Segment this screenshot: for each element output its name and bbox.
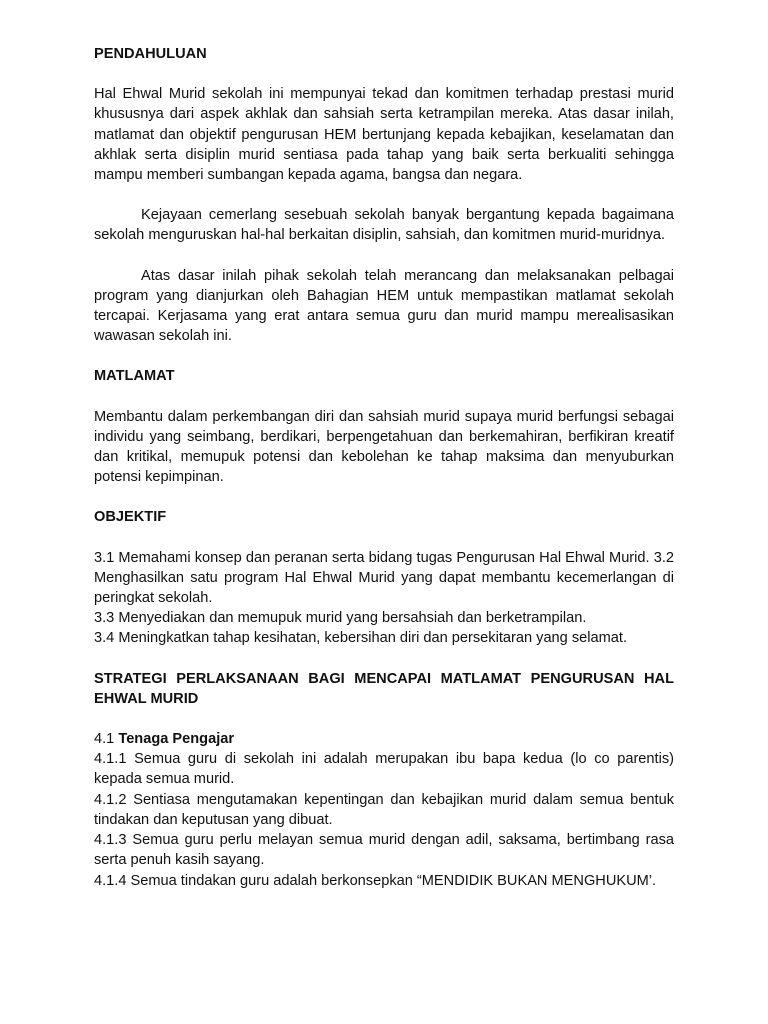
spacer — [94, 487, 674, 507]
spacer — [94, 649, 674, 669]
spacer — [94, 387, 674, 407]
strategi-item-4-1-1: 4.1.1 Semua guru di sekolah ini adalah merupakan ibu bapa kedua (lo co parentis) kepada semua murid. — [94, 751, 674, 788]
subsection-4-1-title — [94, 729, 674, 749]
spacer — [94, 528, 674, 548]
pendahuluan-paragraph-3: Atas dasar inilah pihak sekolah telah merancang dan melaksanakan pelbagai program yang dianjurkan oleh Bahagian HEM untuk mempastikan matlamat sekolah tercapai. Kerjasama yang erat antara semua guru dan murid mampu merealisasikan wawasan sekolah ini. — [94, 267, 674, 345]
subsection-label: Tenaga Pengajar — [118, 731, 235, 748]
objektif-item-3-1: 3.1 Memahami konsep dan peranan serta bidang tugas Pengurusan Hal Ehwal Murid. 3.2 Menghasilkan satu program Hal Ehwal Murid yang dapat membantu kecemerlangan di peringkat sekolah. — [94, 549, 674, 607]
spacer — [94, 246, 674, 266]
heading-strategi: STRATEGI PERLAKSANAAN BAGI MENCAPAI MATLAMAT PENGURUSAN HAL EHWAL MURID — [94, 670, 674, 707]
heading-pendahuluan: PENDAHULUAN — [94, 46, 207, 62]
document-page — [94, 44, 674, 891]
strategi-item-4-1-3: 4.1.3 Semua guru perlu melayan semua murid dengan adil, saksama, bertimbang rasa serta penuh kasih sayang. — [94, 832, 674, 869]
pendahuluan-paragraph-1: Hal Ehwal Murid sekolah ini mempunyai tekad dan komitmen terhadap prestasi murid khususnya dari aspek akhlak dan sahsiah serta ketrampilan mereka. Atas dasar inilah, matlamat dan objektif pengurusan HEM bertunjang kepada kebajikan, keselamatan dan akhlak serta disiplin murid sentiasa pada tahap yang baik serta berkualiti sehingga mampu memberi sumbangan kepada agama, bangsa dan negara. — [94, 86, 674, 184]
objektif-item-3-3: 3.3 Menyediakan dan memupuk murid yang bersahsiah dan berketrampilan. — [94, 610, 587, 627]
spacer — [94, 346, 674, 366]
strategi-item-4-1-4: 4.1.4 Semua tindakan guru adalah berkonsepkan “MENDIDIK BUKAN MENGHUKUM’. — [94, 872, 657, 889]
matlamat-paragraph: Membantu dalam perkembangan diri dan sahsiah murid supaya murid berfungsi sebagai individu yang seimbang, berdikari, berpengetahuan dan berkemahiran, berfikiran kreatif dan kritikal, memupuk potensi dan kebolehan ke tahap maksima dan menyuburkan potensi kepimpinan. — [94, 408, 674, 486]
spacer — [94, 185, 674, 205]
strategi-item-4-1-2: 4.1.2 Sentiasa mengutamakan kepentingan dan kebajikan murid dalam semua bentuk tindakan dan keputusan yang dibuat. — [94, 791, 674, 828]
spacer — [94, 709, 674, 729]
subsection-number: 4.1 — [94, 731, 115, 748]
heading-matlamat: MATLAMAT — [94, 368, 175, 385]
objektif-item-3-4: 3.4 Meningkatkan tahap kesihatan, kebersihan diri dan persekitaran yang selamat. — [94, 630, 627, 647]
spacer — [94, 64, 674, 84]
pendahuluan-paragraph-2: Kejayaan cemerlang sesebuah sekolah banyak bergantung kepada bagaimana sekolah menguruskan hal-hal berkaitan disiplin, sahsiah, dan komitmen murid-muridnya. — [94, 207, 674, 244]
heading-objektif: OBJEKTIF — [94, 509, 167, 526]
